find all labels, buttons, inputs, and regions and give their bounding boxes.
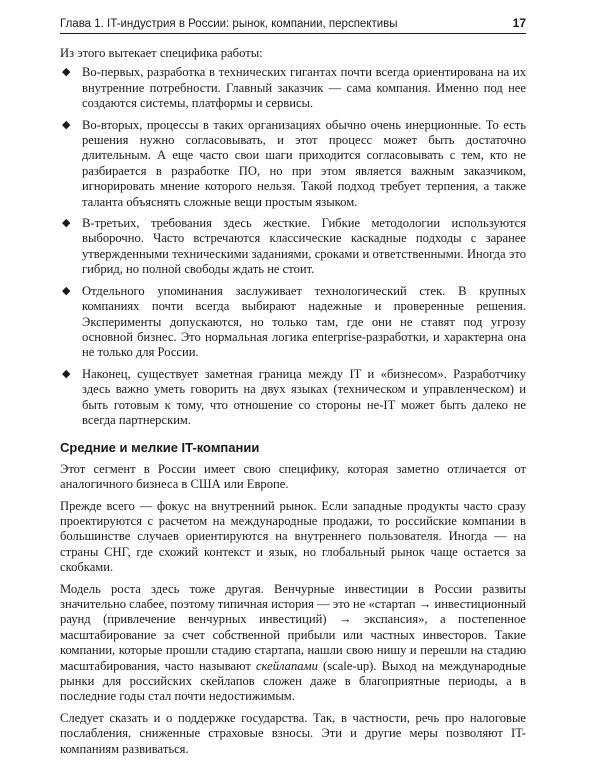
diamond-bullet-icon: ◆ bbox=[62, 118, 71, 131]
diamond-bullet-icon: ◆ bbox=[62, 284, 71, 297]
bullet-item bbox=[60, 367, 526, 429]
bullet-item bbox=[60, 118, 526, 210]
bullet-item bbox=[60, 284, 526, 361]
scaleup-term: скейлапами bbox=[255, 658, 318, 673]
growth-text-start: Модель роста здесь тоже другая. Венчурные инвестиции в России развиты значительно слабее, поэтому типичная история — это не «стартап → инвестиционный раунд (привлечение венчурных инвестиций) → экспансия», а постепенное масштабирование за счет собственной прибыли или частных инвесторов. Такие компании, которые прошли стадию стартапа, нашли свою нишу и перешли на стадию масштабирования, часто называют bbox=[60, 581, 526, 673]
bullet-text: Отдельного упоминания заслуживает технологический стек. В крупных компаниях почти всегда выбирают надежные и проверенные решения. Эксперименты допускаются, но только там, где они не ставят под угрозу основной бизнес. Это нормальная логика enterprise-разработки, и характерна она не только для России. bbox=[82, 283, 526, 360]
diamond-bullet-icon: ◆ bbox=[62, 217, 71, 230]
chapter-title: Глава 1. IT-индустрия в России: рынок, компании, перспективы bbox=[60, 18, 398, 30]
bullet-item bbox=[60, 65, 526, 111]
page-number: 17 bbox=[512, 16, 526, 30]
page-body bbox=[60, 46, 526, 763]
paragraph-growth bbox=[60, 582, 526, 705]
paragraph-segment: Этот сегмент в России имеет свою специфику, которая заметно отличается от аналогичного бизнеса в США или Европе. bbox=[60, 461, 526, 492]
page-header bbox=[60, 16, 526, 34]
paragraph-focus: Прежде всего — фокус на внутренний рынок. Если западные продукты часто сразу проектируются с расчетом на международные продажи, то российские компании в большинстве случаев ориентируются на внутреннего пользователя. Иногда — на страны СНГ, где схожий контекст и язык, но глобальный рынок чаще остается за скобками. bbox=[60, 498, 526, 575]
bullet-item bbox=[60, 216, 526, 278]
header-divider bbox=[60, 33, 526, 34]
diamond-bullet-icon: ◆ bbox=[62, 66, 71, 79]
paragraph-state-support: Следует сказать и о поддержке государства. Так, в частности, речь про налоговые послабления, сниженные страховые взносы. Эти и другие меры позволяют IT-компаниям развиваться. bbox=[60, 710, 526, 756]
bullet-text: Во-вторых, процессы в таких организациях обычно очень инерционные. То есть решения нужно согласовывать, и этот процесс может быть достаточно длительным. А еще часто свои шаги приходится согласовывать с тем, кто не разбирается в разработке ПО, но при этом является важным заказчиком, игнорировать мнение которого нельзя. Такой подход требует терпения, а также таланта объяснять сложные вещи простым языком. bbox=[82, 117, 526, 209]
intro-text: Из этого вытекает специфика работы: bbox=[60, 46, 263, 60]
header-row bbox=[60, 16, 526, 33]
bullet-list bbox=[60, 65, 526, 428]
bullet-text: Во-первых, разработка в технических гигантах почти всегда ориентирована на их внутренние потребности. Главный заказчик — сама компания. Именно под нее создаются системы, платформы и сервисы. bbox=[82, 65, 526, 111]
growth-text-end: (scale-up). Выход на международные рынки для российских скейлапов сложен даже в благоприятные периоды, а в последние годы стал почти недостижимым. bbox=[60, 658, 526, 704]
diamond-bullet-icon: ◆ bbox=[62, 367, 71, 380]
bullet-text: Наконец, существует заметная граница между IT и «бизнесом». Разработчику здесь важно уметь говорить на двух языках (техническом и управленческом) и быть готовым к тому, что отношение со стороны не-IT может быть далеко не всегда партнерским. bbox=[82, 366, 526, 427]
bullet-text: В-третьих, требования здесь жесткие. Гибкие методологии используются выборочно. Часто встречаются классические каскадные подходы с заранее утвержденными техническими заданиями, сроками и ответственными. Иногда это гибрид, но полной свободы ждать не стоит. bbox=[82, 216, 526, 277]
section-heading: Средние и мелкие IT-компании bbox=[60, 440, 260, 456]
